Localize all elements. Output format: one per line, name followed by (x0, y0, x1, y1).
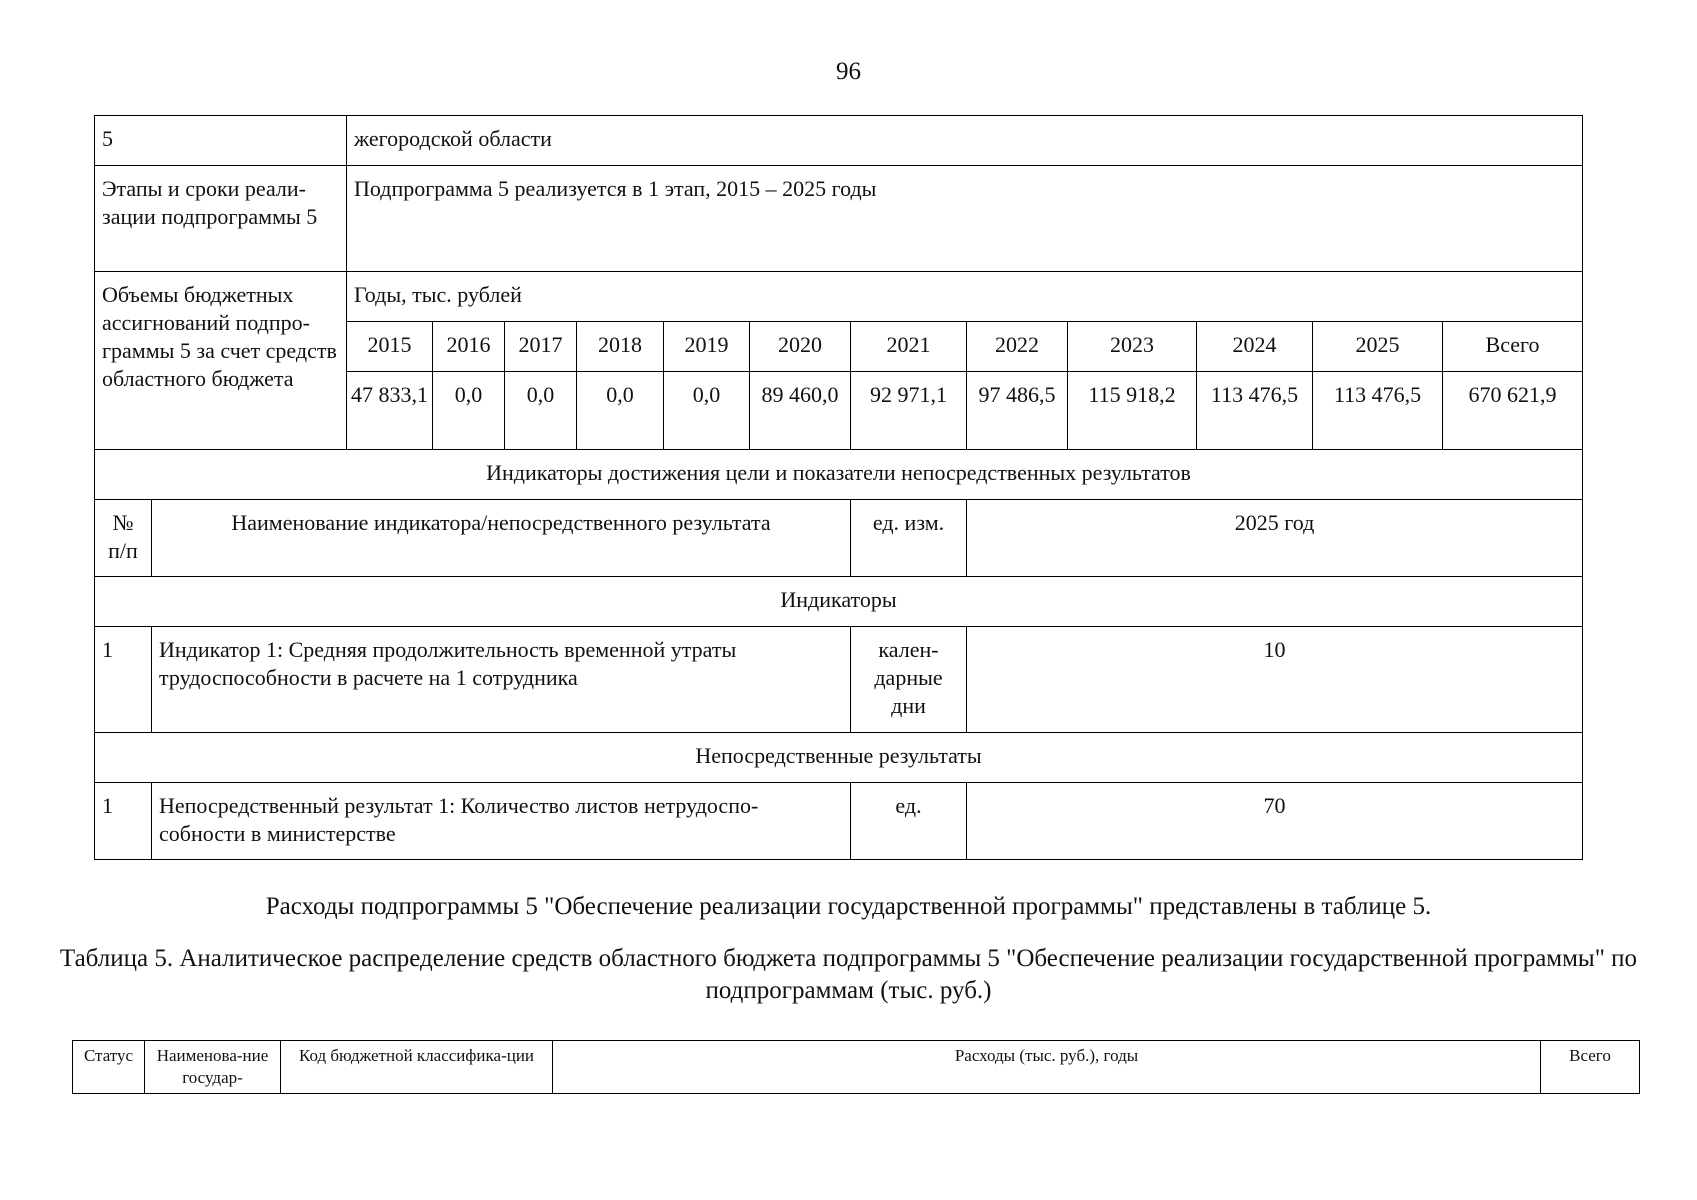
table5-expenses: Расходы (тыс. руб.), годы (553, 1041, 1541, 1094)
budget-value-cell: 0,0 (505, 372, 577, 450)
column-unit: ед. изм. (851, 500, 967, 577)
passport-row-budget-header (95, 272, 1583, 322)
budget-value-cell: 97 486,5 (967, 372, 1068, 450)
page-number: 96 (836, 58, 861, 85)
budget-year-cell: 2020 (750, 322, 851, 372)
row-top-label: 5 (95, 116, 347, 166)
passport-row-top (95, 116, 1583, 166)
budget-value-cell: 113 476,5 (1313, 372, 1443, 450)
passport-row-stages (95, 166, 1583, 272)
indicator-unit: кален-дарные дни (851, 627, 967, 733)
budget-year-cell: 2024 (1197, 322, 1313, 372)
stages-label: Этапы и сроки реали-зации подпрограммы 5 (95, 166, 347, 272)
result-unit: ед. (851, 783, 967, 860)
table-5-header-row (73, 1041, 1640, 1094)
row-top-value: жегородской области (347, 116, 1583, 166)
budget-year-cell: 2017 (505, 322, 577, 372)
budget-value-cell: 92 971,1 (851, 372, 967, 450)
result-name: Непосредственный результат 1: Количество листов нетрудоспо-собности в министерстве (152, 783, 851, 860)
budget-year-cell: 2021 (851, 322, 967, 372)
table5-status: Статус (73, 1041, 145, 1094)
table-5-header (72, 1040, 1640, 1094)
budget-year-cell: 2015 (347, 322, 433, 372)
budget-year-cell: 2022 (967, 322, 1068, 372)
budget-value-cell: 115 918,2 (1068, 372, 1197, 450)
budget-value-cell: 0,0 (577, 372, 664, 450)
budget-year-cell: 2025 (1313, 322, 1443, 372)
budget-year-cell: 2023 (1068, 322, 1197, 372)
column-name: Наименование индикатора/непосредственного результата (152, 500, 851, 577)
result-num: 1 (95, 783, 152, 860)
budget-header: Годы, тыс. рублей (347, 272, 1583, 322)
indicator-row (95, 627, 1583, 733)
indicators-title-row (95, 450, 1583, 500)
indicators-title: Индикаторы достижения цели и показатели непосредственных результатов (95, 450, 1583, 500)
budget-value-cell: 0,0 (664, 372, 750, 450)
passport-table (94, 115, 1583, 860)
indicator-name: Индикатор 1: Средняя продолжительность временной утраты трудоспособности в расчете на 1 сотрудника (152, 627, 851, 733)
budget-value-cell: 670 621,9 (1443, 372, 1583, 450)
budget-value-cell: 47 833,1 (347, 372, 433, 450)
indicators-section: Индикаторы (95, 577, 1583, 627)
budget-year-cell: Всего (1443, 322, 1583, 372)
column-num: № п/п (95, 500, 152, 577)
budget-value-cell: 113 476,5 (1197, 372, 1313, 450)
result-value: 70 (967, 783, 1583, 860)
budget-year-cell: 2018 (577, 322, 664, 372)
column-year: 2025 год (967, 500, 1583, 577)
indicators-columns-row (95, 500, 1583, 577)
results-section-row (95, 733, 1583, 783)
budget-value-cell: 0,0 (433, 372, 505, 450)
caption-table-5: Таблица 5. Аналитическое распределение средств областного бюджета подпрограммы 5 "Обеспечение реализации государственной программы" по подпрограммам (тыс. руб.) (59, 945, 1638, 1004)
indicator-num: 1 (95, 627, 152, 733)
budget-value-cell: 89 460,0 (750, 372, 851, 450)
budget-label: Объемы бюджетных ассигнований подпро-граммы 5 за счет средств областного бюджета (95, 272, 347, 450)
results-section: Непосредственные результаты (95, 733, 1583, 783)
indicator-value: 10 (967, 627, 1583, 733)
result-row (95, 783, 1583, 860)
indicators-section-row (95, 577, 1583, 627)
stages-value: Подпрограмма 5 реализуется в 1 этап, 2015 – 2025 годы (347, 166, 1583, 272)
budget-year-cell: 2019 (664, 322, 750, 372)
table5-code: Код бюджетной классифика-ции (281, 1041, 553, 1094)
caption-expenses: Расходы подпрограммы 5 "Обеспечение реализации государственной программы" представлены в таблице 5. (265, 893, 1432, 920)
budget-year-cell: 2016 (433, 322, 505, 372)
table5-total: Всего (1541, 1041, 1640, 1094)
table5-name: Наименова-ние государ- (145, 1041, 281, 1094)
